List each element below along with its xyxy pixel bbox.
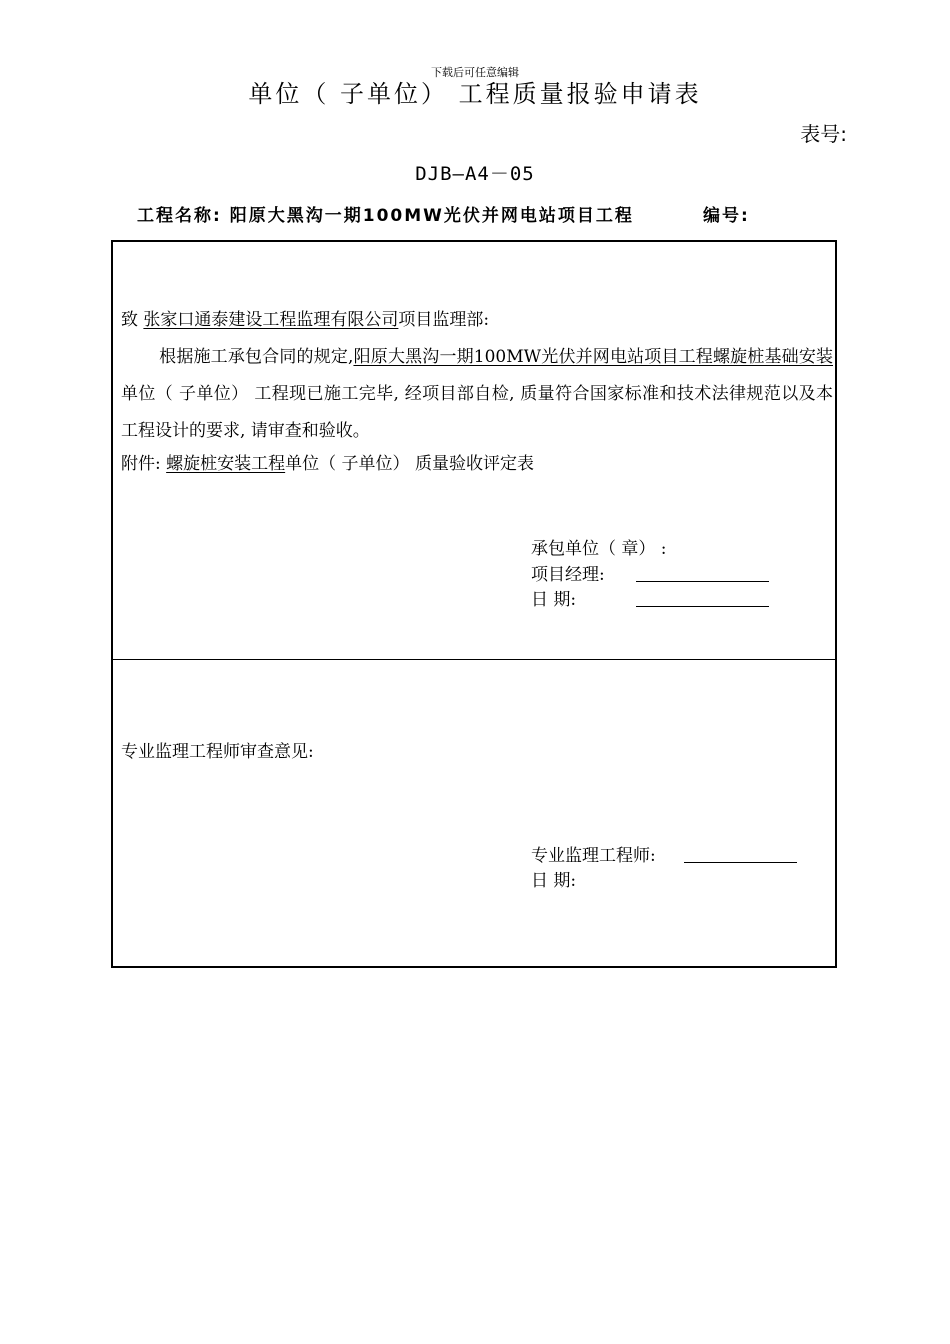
attachment-item: 螺旋桩安装工程 xyxy=(166,454,286,474)
attachment-suffix: 单位（ 子单位） 质量验收评定表 xyxy=(285,454,534,474)
project-manager-label: 项目经理: xyxy=(531,565,605,585)
application-body xyxy=(121,339,833,450)
application-date-field[interactable] xyxy=(636,592,769,607)
form-code: DJB—A4－05 xyxy=(415,163,535,185)
project-name-value: 阳原大黑沟一期100MW光伏并网电站项目工程 xyxy=(229,206,634,226)
project-info-row xyxy=(137,204,750,228)
application-date-label: 日 期: xyxy=(531,590,577,610)
review-opinion-label: 专业监理工程师审查意见: xyxy=(121,742,314,762)
to-suffix: 项目监理部: xyxy=(398,310,490,330)
form-number-label: 表号: xyxy=(800,122,847,146)
to-prefix: 致 xyxy=(121,310,138,330)
project-manager-signature-field[interactable] xyxy=(636,567,769,582)
contractor-seal-label: 承包单位（ 章） : xyxy=(531,539,667,559)
supervising-engineer-signature-field[interactable] xyxy=(684,848,797,863)
document-title: 单位（ 子单位） 工程质量报验申请表 xyxy=(248,80,702,108)
supervisor-company: 张家口通泰建设工程监理有限公司 xyxy=(143,310,399,330)
review-date-label: 日 期: xyxy=(531,871,577,891)
supervising-engineer-label: 专业监理工程师: xyxy=(531,846,656,866)
serial-number-label: 编号: xyxy=(703,206,750,226)
attachment-line xyxy=(121,453,534,475)
attachment-label: 附件: xyxy=(121,454,161,474)
body-project-name: 阳原大黑沟一期100MW光伏并网电站项目工程螺旋桩基础安装 xyxy=(353,347,833,367)
addressee-line xyxy=(121,309,489,331)
section-divider xyxy=(111,659,837,660)
project-name-label: 工程名称: xyxy=(137,206,222,226)
body-prefix: 根据施工承包合同的规定, xyxy=(159,347,354,367)
body-suffix: 单位（ 子单位） 工程现已施工完毕, 经项目部自检, 质量符合国家标准和技术法律规范以及本工程设计的要求, 请审查和验收。 xyxy=(121,384,833,441)
watermark-text: 下载后可任意编辑 xyxy=(431,66,519,79)
project-manager-row xyxy=(531,564,605,586)
